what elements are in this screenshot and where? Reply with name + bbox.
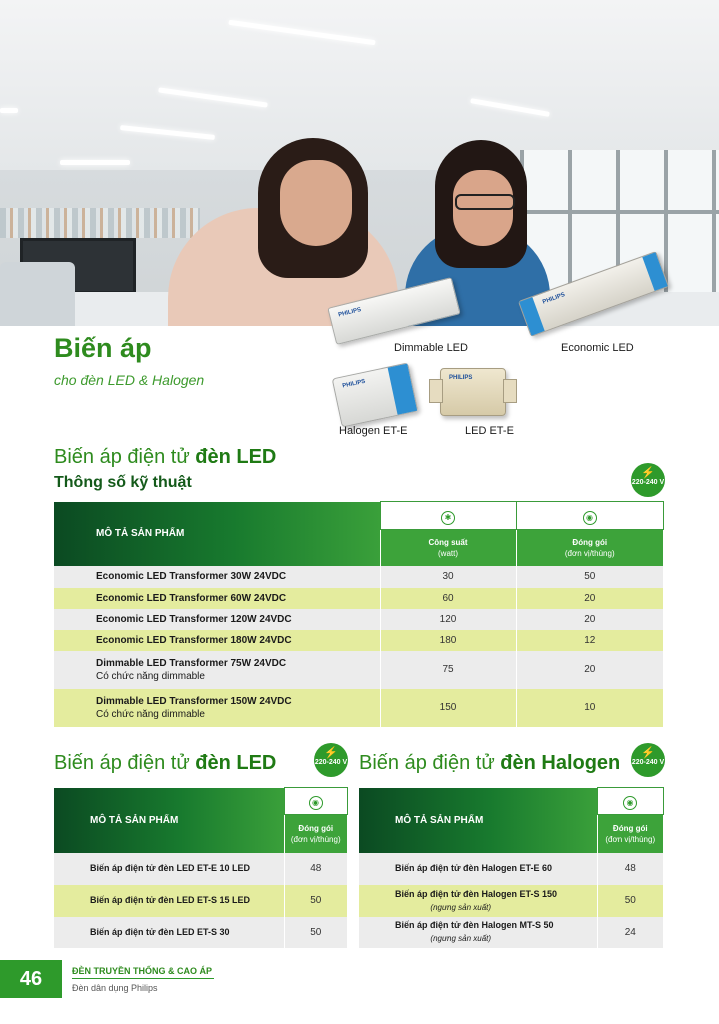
table-row (359, 885, 663, 917)
pack-unit: (đơn vị/thùng) (564, 548, 615, 558)
section-title-plain: Biến áp điện tử (54, 752, 196, 774)
product-name-text: Biến áp điện tử đèn Halogen ET-S 150 (395, 888, 558, 899)
page-subtitle: cho đèn LED & Halogen (54, 372, 205, 388)
halogen-small-table (359, 787, 664, 948)
product-note: Có chức năng dimmable (96, 708, 205, 720)
pack-value: 50 (284, 917, 347, 948)
pack-unit: (đơn vị/thùng) (605, 834, 656, 844)
page-number: 46 (0, 960, 62, 998)
product-name: Economic LED Transformer 30W 24VDC (54, 566, 380, 588)
col-header-power (380, 530, 516, 566)
table-row (359, 917, 663, 948)
dimmable-led-label: Dimmable LED (394, 342, 468, 354)
pack-unit: (đơn vị/thùng) (290, 834, 341, 844)
power-value: 180 (380, 630, 516, 651)
col-header-pack (597, 815, 663, 853)
product-name: Economic LED Transformer 60W 24VDC (54, 588, 380, 609)
pack-value: 48 (597, 853, 663, 885)
discontinued-note: (ngưng sản xuất) (430, 902, 492, 912)
power-label: Công suất (428, 537, 468, 547)
product-name-text: Dimmable LED Transformer 75W 24VDC (96, 657, 287, 669)
page-title: Biến áp (54, 333, 152, 363)
brand-logo: PHILIPS (541, 292, 566, 306)
col-header-pack (516, 530, 663, 566)
table-row (54, 566, 663, 588)
led-small-table (54, 787, 348, 948)
table-row (54, 609, 663, 630)
power-unit: (watt) (438, 548, 458, 558)
product-name: Economic LED Transformer 120W 24VDC (54, 609, 380, 630)
table-row (54, 651, 663, 689)
product-name-text: Biến áp điện tử đèn Halogen MT-S 50 (395, 920, 554, 930)
box-icon: ◉ (309, 796, 323, 810)
voltage-badge-text: 220-240 V (631, 479, 665, 486)
brand-logo: PHILIPS (341, 378, 366, 390)
voltage-badge (631, 743, 665, 777)
product-name (359, 917, 597, 948)
chair (0, 262, 75, 326)
bulb-icon: ✱ (441, 511, 455, 525)
col-header-pack (284, 815, 347, 853)
footer-divider (72, 978, 214, 979)
pack-value: 20 (516, 588, 663, 609)
power-value: 60 (380, 588, 516, 609)
pack-value: 20 (516, 609, 663, 630)
brand-logo: PHILIPS (337, 307, 362, 319)
table-row (54, 630, 663, 651)
economic-led-label: Economic LED (561, 342, 634, 354)
section-title-plain: Biến áp điện tử (54, 446, 196, 468)
section-title-bold: đèn LED (195, 446, 277, 468)
box-icon: ◉ (583, 511, 597, 525)
table-row (54, 588, 663, 609)
halogen-small-title (359, 752, 620, 775)
lightning-icon: ⚡ (641, 747, 655, 759)
halogen-et-e-device (332, 362, 419, 427)
product-name: Biến áp điện tử đèn Halogen ET-E 60 (359, 853, 597, 885)
table-row (54, 885, 347, 917)
pack-value: 50 (284, 885, 347, 917)
pack-icon-cell (597, 788, 663, 815)
pack-value: 50 (597, 885, 663, 917)
pack-icon-cell (284, 788, 347, 815)
box-icon: ◉ (623, 796, 637, 810)
halogen-et-e-label: Halogen ET-E (339, 425, 408, 437)
pack-label: Đóng gói (612, 823, 648, 833)
discontinued-note: (ngưng sản xuất) (430, 934, 492, 943)
spec-title: Thông số kỹ thuật (54, 474, 192, 491)
table-row (54, 917, 347, 948)
power-icon-cell (380, 502, 516, 530)
product-name: Biến áp điện tử đèn LED ET-S 15 LED (54, 885, 284, 917)
ceiling-light (0, 108, 18, 113)
table-row (54, 853, 347, 885)
voltage-badge (631, 463, 665, 497)
table-row (359, 853, 663, 885)
voltage-badge-text: 220-240 V (631, 759, 665, 766)
footer-title: ĐÈN TRUYỀN THỐNG & CAO ÁP (72, 966, 213, 976)
power-value: 30 (380, 566, 516, 588)
product-name (54, 689, 380, 727)
pack-value: 50 (516, 566, 663, 588)
pack-icon-cell (516, 502, 663, 530)
pack-value: 20 (516, 651, 663, 689)
pack-value: 10 (516, 689, 663, 727)
col-header-product: MÔ TẢ SẢN PHẨM (54, 788, 284, 853)
pack-label: Đóng gói (298, 823, 334, 833)
led-section-title (54, 446, 276, 469)
col-header-product: MÔ TẢ SẢN PHẨM (359, 788, 597, 853)
pack-value: 12 (516, 630, 663, 651)
led-small-title (54, 752, 276, 775)
footer-subtitle: Đèn dân dụng Philips (72, 983, 158, 993)
led-et-e-label: LED ET-E (465, 425, 514, 437)
product-name (359, 885, 597, 917)
ceiling-light (60, 160, 130, 165)
product-name (54, 651, 380, 689)
section-title-plain: Biến áp điện tử (359, 752, 501, 774)
voltage-badge (314, 743, 348, 777)
col-header-product: MÔ TẢ SẢN PHẨM (54, 502, 380, 566)
section-title-bold: đèn LED (195, 752, 277, 774)
lightning-icon: ⚡ (641, 467, 655, 479)
lightning-icon: ⚡ (324, 747, 338, 759)
section-title-bold: đèn Halogen (500, 752, 621, 774)
pack-value: 24 (597, 917, 663, 948)
product-name: Biến áp điện tử đèn LED ET-E 10 LED (54, 853, 284, 885)
pack-value: 48 (284, 853, 347, 885)
table-row (54, 689, 663, 727)
led-et-e-device (440, 368, 506, 416)
brand-logo: PHILIPS (449, 375, 473, 381)
power-value: 150 (380, 689, 516, 727)
voltage-badge-text: 220-240 V (314, 759, 348, 766)
power-value: 120 (380, 609, 516, 630)
product-note: Có chức năng dimmable (96, 670, 205, 682)
product-name: Biến áp điện tử đèn LED ET-S 30 (54, 917, 284, 948)
product-name: Economic LED Transformer 180W 24VDC (54, 630, 380, 651)
power-value: 75 (380, 651, 516, 689)
pack-label: Đóng gói (572, 537, 608, 547)
led-spec-table (54, 501, 664, 727)
product-name-text: Dimmable LED Transformer 150W 24VDC (96, 695, 292, 707)
